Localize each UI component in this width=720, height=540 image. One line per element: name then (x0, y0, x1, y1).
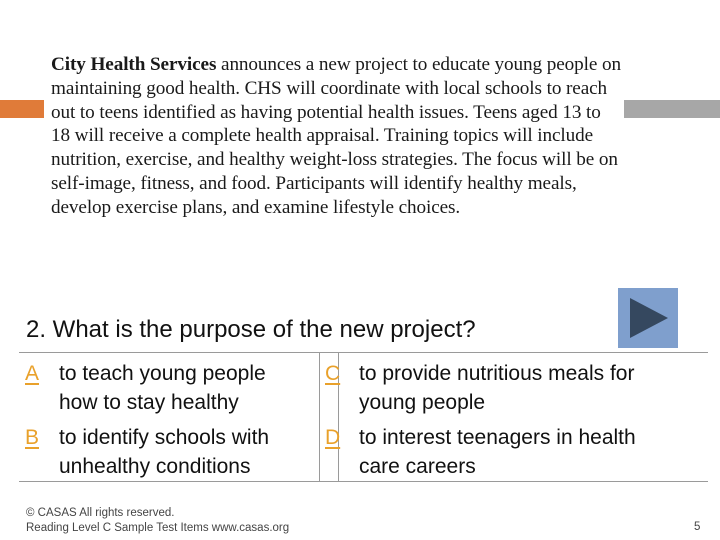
footer-source: Reading Level C Sample Test Items www.casas.org (26, 522, 290, 534)
option-b-letter[interactable]: B (25, 426, 40, 449)
passage-lead: City Health Services (51, 54, 217, 75)
option-d-text: to interest teenagers in health care careers (359, 426, 636, 478)
question-text: 2. What is the purpose of the new project? (26, 316, 476, 343)
option-a-letter[interactable]: A (25, 362, 40, 385)
reading-passage (46, 48, 624, 246)
footer-copyright: © CASAS All rights reserved. (26, 507, 175, 519)
option-b-text: to identify schools with unhealthy conditions (59, 426, 270, 478)
play-triangle-icon (624, 294, 672, 342)
play-audio-button[interactable] (618, 288, 678, 348)
option-d-letter[interactable]: D (325, 426, 341, 449)
option-a-text: to teach young people how to stay healthy (59, 362, 266, 414)
accent-bar-right (622, 100, 720, 118)
option-c-text: to provide nutritious meals for young people (359, 362, 635, 414)
option-c[interactable] (320, 359, 710, 417)
option-b[interactable] (20, 423, 310, 481)
accent-bar-left (0, 100, 44, 118)
option-a[interactable] (20, 359, 310, 417)
footer (26, 506, 289, 536)
page-number: 5 (694, 521, 701, 533)
option-c-letter[interactable]: C (325, 362, 341, 385)
passage-body: announces a new project to educate young people on maintaining good health. CHS will coordinate with local schools to reach out to teens identified as having potential health issues. Teens aged 13 to 18 will receive a complete health appraisal. Training topics will include nutrition, exercise, and healthy weight-loss strategies. The focus will be on self-image, fitness, and food. Participants will identify healthy meals, develop exercise plans, and examine lifestyle choices. (51, 54, 621, 218)
option-d[interactable] (320, 423, 710, 481)
